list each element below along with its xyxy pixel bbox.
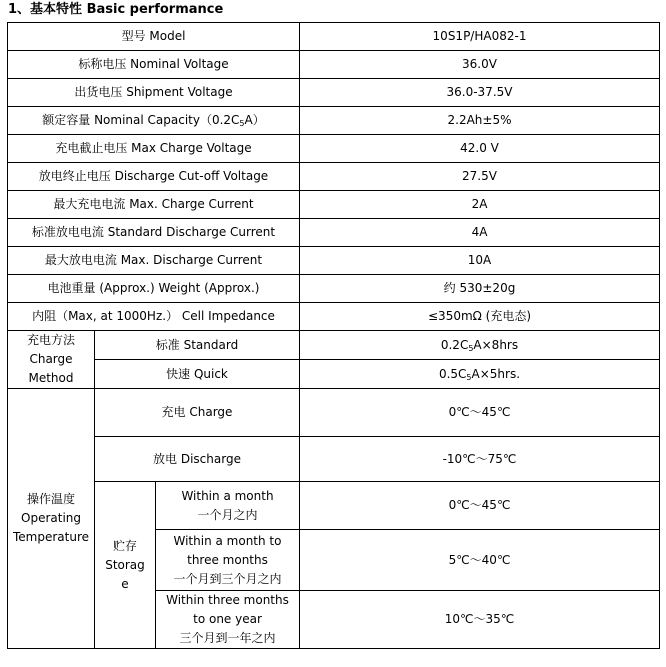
row-value: 5℃～40℃ bbox=[300, 530, 660, 591]
table-row bbox=[8, 331, 660, 360]
row-label: 充电 Charge bbox=[95, 389, 300, 437]
row-label: 标称电压 Nominal Voltage bbox=[8, 51, 300, 79]
label-line: Operating bbox=[21, 511, 81, 525]
row-label: 充电截止电压 Max Charge Voltage bbox=[8, 135, 300, 163]
table-row bbox=[8, 163, 660, 191]
period-line: 三个月到一年之内 bbox=[179, 631, 276, 645]
row-value: 约 530±20g bbox=[300, 275, 660, 303]
row-label bbox=[8, 107, 300, 135]
table-row bbox=[8, 135, 660, 163]
row-value: 42.0 V bbox=[300, 135, 660, 163]
period-line: 一个月到三个月之内 bbox=[173, 571, 282, 586]
row-label: 最大充电电流 Max. Charge Current bbox=[8, 191, 300, 219]
storage-period bbox=[156, 482, 300, 530]
row-value bbox=[300, 360, 660, 389]
row-value: 10S1P/HA082-1 bbox=[300, 23, 660, 51]
table-row bbox=[8, 51, 660, 79]
value-text: 0.2C bbox=[440, 337, 469, 352]
table-row bbox=[8, 247, 660, 275]
row-label: 型号 Model bbox=[8, 23, 300, 51]
row-value: 10A bbox=[300, 247, 660, 275]
row-value: 2A bbox=[300, 191, 660, 219]
row-label: 标准放电电流 Standard Discharge Current bbox=[8, 219, 300, 247]
label-line: 操作温度 bbox=[26, 492, 75, 506]
row-value: 27.5V bbox=[300, 163, 660, 191]
period-line: Within a month to bbox=[173, 533, 282, 548]
table-row bbox=[8, 79, 660, 107]
period-line: three months bbox=[187, 552, 268, 567]
value-text: A×5hrs. bbox=[471, 366, 521, 381]
storage-period bbox=[156, 591, 300, 649]
label-line: e bbox=[121, 576, 129, 591]
value-text: 0.5C bbox=[438, 366, 467, 381]
table-row bbox=[8, 360, 660, 389]
label-subscript: 5 bbox=[239, 119, 245, 128]
row-label: 放电终止电压 Discharge Cut-off Voltage bbox=[8, 163, 300, 191]
label-text: A） bbox=[244, 113, 265, 127]
label-line: Temperature bbox=[12, 530, 89, 544]
table-row bbox=[8, 437, 660, 482]
row-label: 内阻（Max, at 1000Hz.） Cell Impedance bbox=[8, 303, 300, 331]
table-row bbox=[8, 482, 660, 530]
row-value: 2.2Ah±5% bbox=[300, 107, 660, 135]
row-value: 0℃～45℃ bbox=[300, 389, 660, 437]
table-row bbox=[8, 23, 660, 51]
row-value: ≤350mΩ (充电态) bbox=[300, 303, 660, 331]
label-line: 贮存 bbox=[112, 538, 137, 553]
row-value: 36.0-37.5V bbox=[300, 79, 660, 107]
period-line: Within three months bbox=[166, 593, 289, 607]
storage-label bbox=[95, 482, 156, 649]
row-label: 快速 Quick bbox=[95, 360, 300, 389]
table-row bbox=[8, 275, 660, 303]
period-line: to one year bbox=[193, 612, 262, 626]
value-subscript: 5 bbox=[468, 343, 474, 353]
label-line: 充电方法 bbox=[26, 333, 75, 347]
table-row bbox=[8, 303, 660, 331]
label-text: 额定容量 Nominal Capacity（0.2C bbox=[42, 113, 240, 127]
table-row bbox=[8, 107, 660, 135]
table-row bbox=[8, 389, 660, 437]
row-value: 4A bbox=[300, 219, 660, 247]
row-label: 出货电压 Shipment Voltage bbox=[8, 79, 300, 107]
row-value: 36.0V bbox=[300, 51, 660, 79]
table-row bbox=[8, 219, 660, 247]
charge-method-label bbox=[8, 331, 95, 389]
row-value: -10℃～75℃ bbox=[300, 437, 660, 482]
storage-period bbox=[156, 530, 300, 591]
row-label: 电池重量 (Approx.) Weight (Approx.) bbox=[8, 275, 300, 303]
period-line: Within a month bbox=[181, 488, 274, 503]
row-label: 放电 Discharge bbox=[95, 437, 300, 482]
row-value: 0℃～45℃ bbox=[300, 482, 660, 530]
table-row bbox=[8, 191, 660, 219]
label-line: Storag bbox=[105, 557, 145, 572]
value-subscript: 5 bbox=[466, 372, 472, 382]
row-value: 10℃～35℃ bbox=[300, 591, 660, 649]
label-line: Charge bbox=[29, 352, 73, 366]
section-heading: 1、基本特性 Basic performance bbox=[8, 2, 224, 17]
row-value bbox=[300, 331, 660, 360]
row-label: 标准 Standard bbox=[95, 331, 300, 360]
period-line: 一个月之内 bbox=[197, 507, 258, 522]
basic-performance-table bbox=[7, 22, 660, 649]
operating-temperature-label bbox=[8, 389, 95, 649]
row-label: 最大放电电流 Max. Discharge Current bbox=[8, 247, 300, 275]
value-text: A×8hrs bbox=[473, 337, 519, 352]
label-line: Method bbox=[28, 371, 74, 385]
